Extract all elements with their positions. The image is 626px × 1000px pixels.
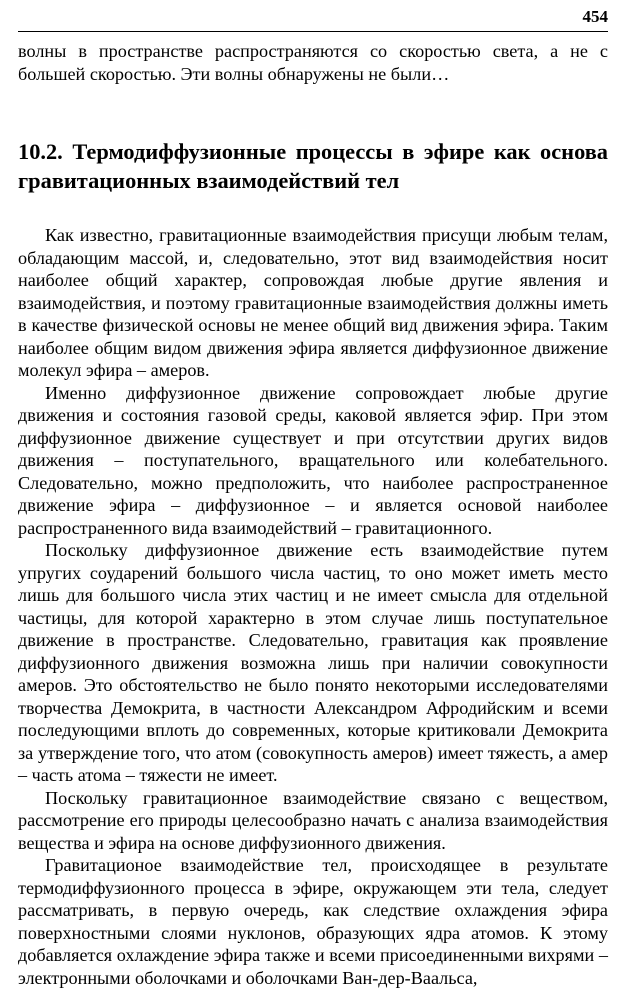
paragraph-2: Именно диффузионное движение сопровождает любые другие движения и состояния газовой среды, каковой является эфир. При этом диффузионное движение существует и при отсутствии других видов движения – поступательного, вращательного или колебательного. Следовательно, можно предположить, что наиболее распространенное движение эфира – диффузионное – и является основой наиболее распространенного вида взаимодействий – гравитационного. bbox=[18, 382, 608, 538]
paragraph-3: Поскольку диффузионное движение есть взаимодействие путем упругих соударений большого числа частиц, то оно может иметь место лишь для большого числа этих частиц и не имеет смысла для отдельной частицы, для которой характерно в этом случае лишь поступательное движение в пространстве. Следовательно, гравитация как проявление диффузионного движения возможна лишь при наличии совокупности амеров. Это обстоятельство не было понято некоторыми исследователями творчества Демокрита, в частности Александром Афродийским и всеми последующими вплоть до современных, которые критиковали Демокрита за утверждение того, что атом (совокупность амеров) имеет тяжесть, а амер – часть атома – тяжести не имеет. bbox=[18, 540, 608, 785]
paragraph-4: Поскольку гравитационное взаимодействие связано с веществом, рассмотрение его природы целесообразно начать с анализа взаимодействия вещества и эфира на основе диффузионного движения. bbox=[18, 787, 608, 853]
header-rule bbox=[18, 31, 608, 32]
paragraph-5: Гравитационое взаимодействие тел, происходящее в результате термодиффузионного процесса в эфире, окружающем эти тела, следует рассматривать, в первую очередь, как следствие охлаждения эфира поверхностными слоями нуклонов, образующих ядра атомов. К этому добавляется охлаждение эфира также и всеми присоединенными вихрями – электронными оболочками и оболочками Ван-дер-Ваальса, bbox=[18, 855, 608, 988]
section-body bbox=[18, 224, 608, 989]
page-body bbox=[18, 40, 608, 989]
paragraph-1: Как известно, гравитационные взаимодействия присущи любым телам, обладающим массой, и, следовательно, этот вид взаимодействия носит наиболее общий характер, сопровождая любые другие явления и взаимодействия, и поэтому гравитационные взаимодействия должны иметь в качестве физической основы не менее общий вид движения эфира. Таким наиболее общим видом движения эфира является диффузионное движение молекул эфира – амеров. bbox=[18, 225, 608, 380]
lead-paragraph: волны в пространстве распространяются со скоростью света, а не с большей скоростью. Эти волны обнаружены не были… bbox=[18, 41, 608, 84]
section-heading: 10.2. Термодиффузионные процессы в эфире как основа гравитационных взаимодействий тел bbox=[18, 139, 608, 193]
page-number: 454 bbox=[582, 7, 608, 26]
